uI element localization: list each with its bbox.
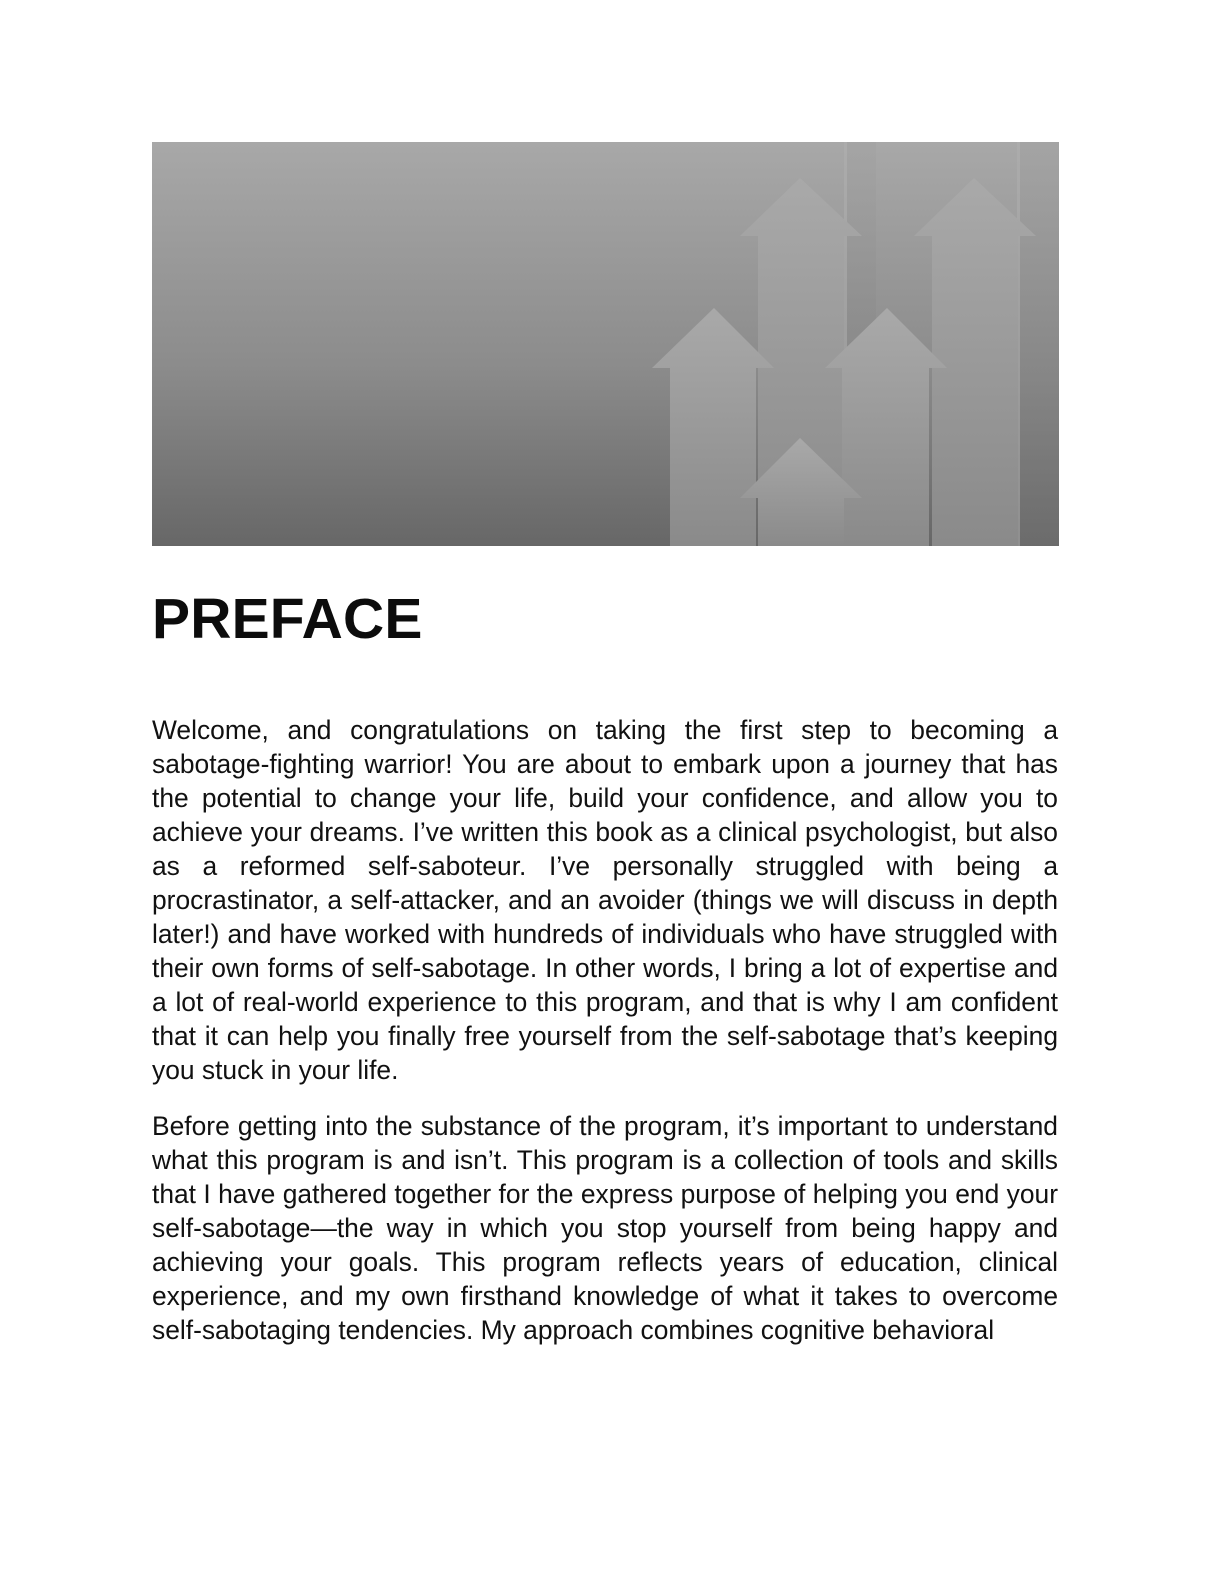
paragraph: Before getting into the substance of the program, it’s important to understand what this program is and isn’t. This program is a collection of tools and skills that I have gathered together for the express purpose of helping you end your self-sabotage—the way in which you stop yourself from being happy and achieving your goals. This program reflects years of education, clinical experience, and my own firsthand knowledge of what it takes to overcome self-sabotaging tendencies. My approach combines cognitive behavioral (152, 1111, 1058, 1345)
page-title: PREFACE (152, 587, 423, 651)
paragraph: Welcome, and congratulations on taking the first step to becoming a sabotage-fighting warrior! You are about to embark upon a journey that has the potential to change your life, build your confidence, and allow you to achieve your dreams. I’ve written this book as a clinical psychologist, but also as a reformed self-saboteur. I’ve personally struggled with being a procrastinator, a self-attacker, and an avoider (things we will discuss in depth later!) and have worked with hundreds of individuals who have struggled with their own forms of self-sabotage. In other words, I bring a lot of expertise and a lot of real-world experience to this program, and that is why I am confident that it can help you finally free yourself from the self-sabotage that’s keeping you stuck in your life. (152, 715, 1058, 1085)
preface-body (152, 713, 1058, 1369)
upward-arrows-illustration (152, 142, 1059, 546)
preface-banner-image (152, 142, 1059, 546)
